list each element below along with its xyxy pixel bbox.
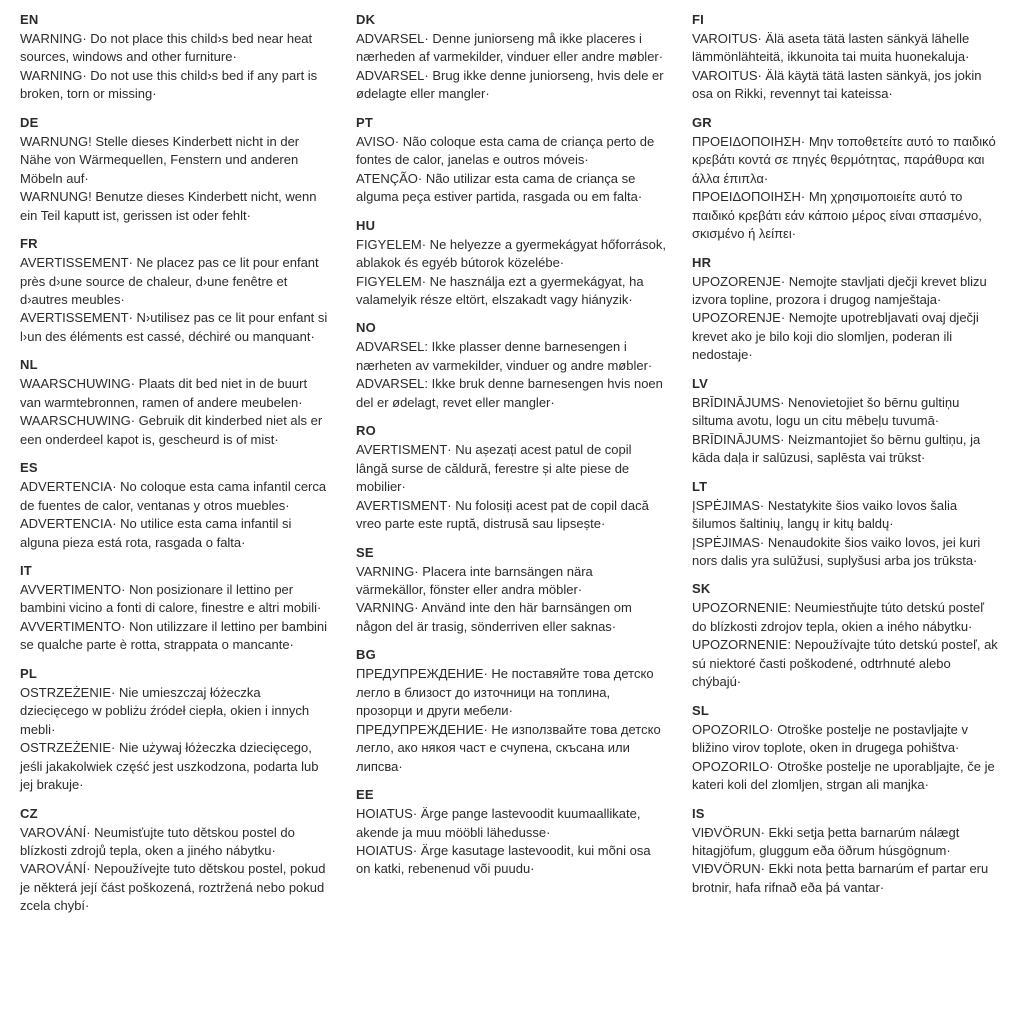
language-section-is <box>692 806 1002 898</box>
warning-paragraph: ĮSPĖJIMAS· Nestatykite šios vaiko lovos šalia šilumos šaltinių, langų ir kitų baldų· <box>692 497 958 532</box>
language-section-se <box>356 545 666 637</box>
language-section-no <box>356 320 666 412</box>
warning-paragraph: ADVERTENCIA· No utilice esta cama infantil si alguna pieza está rota, rasgada o falta· <box>20 516 292 550</box>
language-section-sl <box>692 703 1002 795</box>
language-code-label: FI <box>692 12 704 27</box>
language-section-dk <box>356 12 666 104</box>
warning-paragraph: VIÐVÖRUN· Ekki setja þetta barnarúm nálægt hitagjöfum, gluggum eða öðrum húsgögnum· <box>692 824 960 858</box>
warning-paragraph: VAROITUS· Älä aseta tätä lasten sänkyä lähelle lämmönlähteitä, ikkunoita tai muita huonekaluja· <box>692 31 970 65</box>
warning-paragraph: AVERTISSEMENT· Ne placez pas ce lit pour enfant près d›une source de chaleur, d›une fenêtre et d›autres meubles· <box>20 255 319 307</box>
warning-paragraph: WARNUNG! Benutze dieses Kinderbett nicht, wenn ein Teil kaputt ist, gerissen ist oder fehlt· <box>20 189 317 223</box>
column <box>356 12 666 1014</box>
warning-paragraph: FIGYELEM· Ne helyezze a gyermekágyat hőforrások, ablakok és egyéb bútorok közelébe· <box>356 236 666 271</box>
language-code-label: NO <box>356 320 376 336</box>
language-code-label: ES <box>20 460 38 476</box>
warning-paragraph: AVISO· Não coloque esta cama de criança perto de fontes de calor, janelas e outros móveis· <box>356 133 655 168</box>
warning-paragraph: WAARSCHUWING· Gebruik dit kinderbed niet als er een onderdeel kapot is, gescheurd is of mist· <box>20 413 323 447</box>
warning-paragraph: ATENÇÃO· Não utilizar esta cama de criança se alguma peça estiver partida, rasgada ou em falta· <box>356 170 643 205</box>
language-section-lv <box>692 376 1002 468</box>
warning-paragraph: VAROVÁNÍ· Nepoužívejte tuto dětskou postel, pokud je některá její část poškozená, roztržená nebo pokud zcela chybí· <box>20 861 326 914</box>
language-section-bg <box>356 647 666 776</box>
language-code-label: LT <box>692 478 708 494</box>
language-section-fi <box>692 12 1002 104</box>
warning-paragraph: FIGYELEM· Ne használja ezt a gyermekágyat, ha valamelyik része eltört, elszakadt vagy hiányzik· <box>356 273 644 307</box>
warning-paragraph: UPOZORNENIE: Neumiestňujte túto detskú posteľ do blízkosti zdrojov tepla, okien a iného nábytku· <box>692 600 985 634</box>
warning-paragraph: HOIATUS· Ärge pange lastevoodit kuumaallikate, akende ja muu mööbli lähedusse· <box>356 806 641 840</box>
language-code-label: GR <box>692 114 712 130</box>
warning-paragraph: ADVARSEL: Ikke plasser denne barnesengen i nærheten av varmekilder, vinduer og andre møbler· <box>356 339 653 373</box>
language-section-it <box>20 563 330 655</box>
language-code-label: SK <box>692 581 711 597</box>
warning-paragraph: WARNUNG! Stelle dieses Kinderbett nicht in der Nähe von Wärmequellen, Fenstern und anderen Möbeln auf· <box>20 133 300 186</box>
warning-paragraph: WARNING· Do not use this child›s bed if any part is broken, torn or missing· <box>20 67 318 102</box>
warning-paragraph: OSTRZEŻENIE· Nie umieszczaj łóżeczka dziecięcego w pobliżu źródeł ciepła, okien i innych mebli· <box>20 684 310 737</box>
language-code-label: EN <box>20 12 39 27</box>
warning-paragraph: OPOZORILO· Otroške postelje ne uporabljajte, če je kateri koli del zlomljen, strgan ali manjka· <box>692 758 995 793</box>
warning-paragraph: AVVERTIMENTO· Non posizionare il lettino per bambini vicino a fonti di calore, finestre e altri mobili· <box>20 581 322 616</box>
warning-paragraph: ĮSPĖJIMAS· Nenaudokite šios vaiko lovos, jei kuri nors dalis yra sulūžusi, suplyšusi arba jos trūksta· <box>692 534 981 568</box>
warning-paragraph: UPOZORENJE· Nemojte stavljati dječji krevet blizu izvora topline, prozora i drugog namještaja· <box>692 273 987 307</box>
language-code-label: SL <box>692 702 710 718</box>
language-section-hr <box>692 255 1002 365</box>
language-section-hu <box>356 218 666 310</box>
language-section-nl <box>20 357 330 449</box>
language-code-label: CZ <box>20 805 38 821</box>
warning-paragraph: HOIATUS· Ärge kasutage lastevoodit, kui mõni osa on katki, rebenenud või puudu· <box>356 842 651 877</box>
language-code-label: RO <box>356 423 376 439</box>
warning-paragraph: VAROITUS· Älä käytä tätä lasten sänkyä, jos jokin osa on Rikki, revennyt tai kateissa· <box>692 67 982 102</box>
warning-paragraph: OSTRZEŻENIE· Nie używaj łóżeczka dziecięcego, jeśli jakakolwiek część jest uszkodzona, podarta lub jej brakuje· <box>20 740 319 793</box>
warning-paragraph: AVERTISMENT· Nu așezați acest patul de copil lângă surse de căldură, ferestre și alte piese de mobilier· <box>356 442 632 495</box>
language-code-label: SE <box>356 544 374 560</box>
language-code-label: PT <box>356 114 374 130</box>
language-code-label: DK <box>356 12 376 27</box>
warning-paragraph: UPOZORENJE· Nemojte upotrebljavati ovaj dječji krevet ako je bilo koji dio slomljen, poderan ili nedostaje· <box>692 310 979 363</box>
language-section-lt <box>692 479 1002 571</box>
language-section-en <box>20 12 330 104</box>
warning-paragraph: ADVARSEL: Ikke bruk denne barnesengen hvis noen del er ødelagt, revet eller mangler· <box>356 376 663 410</box>
language-section-sk <box>692 581 1002 691</box>
warning-paragraph: ПРЕДУПРЕЖДЕНИЕ· Не поставяйте това детско легло в близост до източници на топлина, прозорци и други мебели· <box>356 666 654 719</box>
language-code-label: IT <box>20 562 32 578</box>
language-code-label: DE <box>20 114 39 130</box>
warning-paragraph: OPOZORILO· Otroške postelje ne postavljajte v bližino virov toplote, oken in drugega pohištva· <box>692 721 968 756</box>
warning-paragraph: VARNING· Placera inte barnsängen nära värmekällor, fönster eller andra möbler· <box>356 563 593 597</box>
language-section-de <box>20 115 330 225</box>
language-code-label: HR <box>692 254 712 270</box>
language-code-label: EE <box>356 787 374 803</box>
language-section-cz <box>20 806 330 916</box>
language-code-label: FR <box>20 236 38 252</box>
language-code-label: BG <box>356 647 376 663</box>
warning-paragraph: AVERTISSEMENT· N›utilisez pas ce lit pour enfant si l›un des éléments est cassé, déchiré ou manquant· <box>20 310 328 344</box>
warning-paragraph: ΠΡΟΕΙΔΟΠΟΙΗΣΗ· Μην τοποθετείτε αυτό το παιδικό κρεβάτι κοντά σε πηγές θερμότητας, παράθυρα και άλλα έπιπλα· <box>692 133 996 186</box>
warning-paragraph: AVERTISMENT· Nu folosiți acest pat de copil dacă vreo parte este ruptă, distrusă sau lipsește· <box>356 497 649 532</box>
warning-paragraph: ADVARSEL· Denne juniorseng må ikke placeres i nærheden af varmekilder, vinduer eller andre møbler· <box>356 31 664 65</box>
language-section-pl <box>20 666 330 795</box>
language-section-es <box>20 460 330 552</box>
warning-paragraph: ADVERTENCIA· No coloque esta cama infantil cerca de fuentes de calor, ventanas y otros muebles· <box>20 479 327 513</box>
warning-paragraph: WARNING· Do not place this child›s bed near heat sources, windows and other furniture· <box>20 31 313 65</box>
warning-paragraph: UPOZORNENIE: Nepoužívajte túto detskú posteľ, ak sú niektoré časti poškodené, odtrhnuté alebo chýbajú· <box>692 637 998 690</box>
warning-paragraph: BRĪDINĀJUMS· Nenovietojiet šo bērnu gultiņu siltuma avotu, logu un citu mēbeļu tuvumā· <box>692 394 960 429</box>
language-section-gr <box>692 115 1002 244</box>
language-code-label: HU <box>356 217 376 233</box>
warning-paragraph: WAARSCHUWING· Plaats dit bed niet in de buurt van warmtebronnen, ramen of andere meubelen· <box>20 376 308 410</box>
language-code-label: IS <box>692 805 705 821</box>
language-section-ee <box>356 787 666 879</box>
language-code-label: LV <box>692 375 709 391</box>
warning-paragraph: ADVARSEL· Brug ikke denne juniorseng, hvis dele er ødelagte eller mangler· <box>356 67 664 102</box>
warning-paragraph: BRĪDINĀJUMS· Neizmantojiet šo bērnu gultiņu, ja kāda daļa ir salūzusi, saplēsta vai trūkst· <box>692 431 981 466</box>
language-section-pt <box>356 115 666 207</box>
warning-paragraph: VARNING· Använd inte den här barnsängen om någon del är trasig, sönderriven eller saknas· <box>356 600 632 634</box>
language-code-label: PL <box>20 665 38 681</box>
warning-paragraph: AVVERTIMENTO· Non utilizzare il lettino per bambini se qualche parte è rotta, strappata o mancante· <box>20 618 328 653</box>
warning-paragraph: VAROVÁNÍ· Neumisťujte tuto dětskou postel do blízkosti zdrojů tepla, oken a jiného nábytku· <box>20 824 295 858</box>
warning-paragraph: ПРЕДУПРЕЖДЕНИЕ· Не използвайте това детско легло, ако някоя част е счупена, скъсана или липсва· <box>356 721 661 774</box>
column <box>20 12 330 1014</box>
language-section-fr <box>20 236 330 346</box>
column <box>692 12 1002 1014</box>
warning-paragraph: ΠΡΟΕΙΔΟΠΟΙΗΣΗ· Μη χρησιμοποιείτε αυτό το παιδικό κρεβάτι εάν κάποιο μέρος είναι σπασμένο, σκισμένο ή λείπει· <box>692 189 982 242</box>
language-section-ro <box>356 423 666 533</box>
warning-paragraph: VIÐVÖRUN· Ekki nota þetta barnarúm ef partar eru brotnir, hafa rifnað eða þá vantar· <box>692 861 989 895</box>
language-code-label: NL <box>20 357 38 373</box>
